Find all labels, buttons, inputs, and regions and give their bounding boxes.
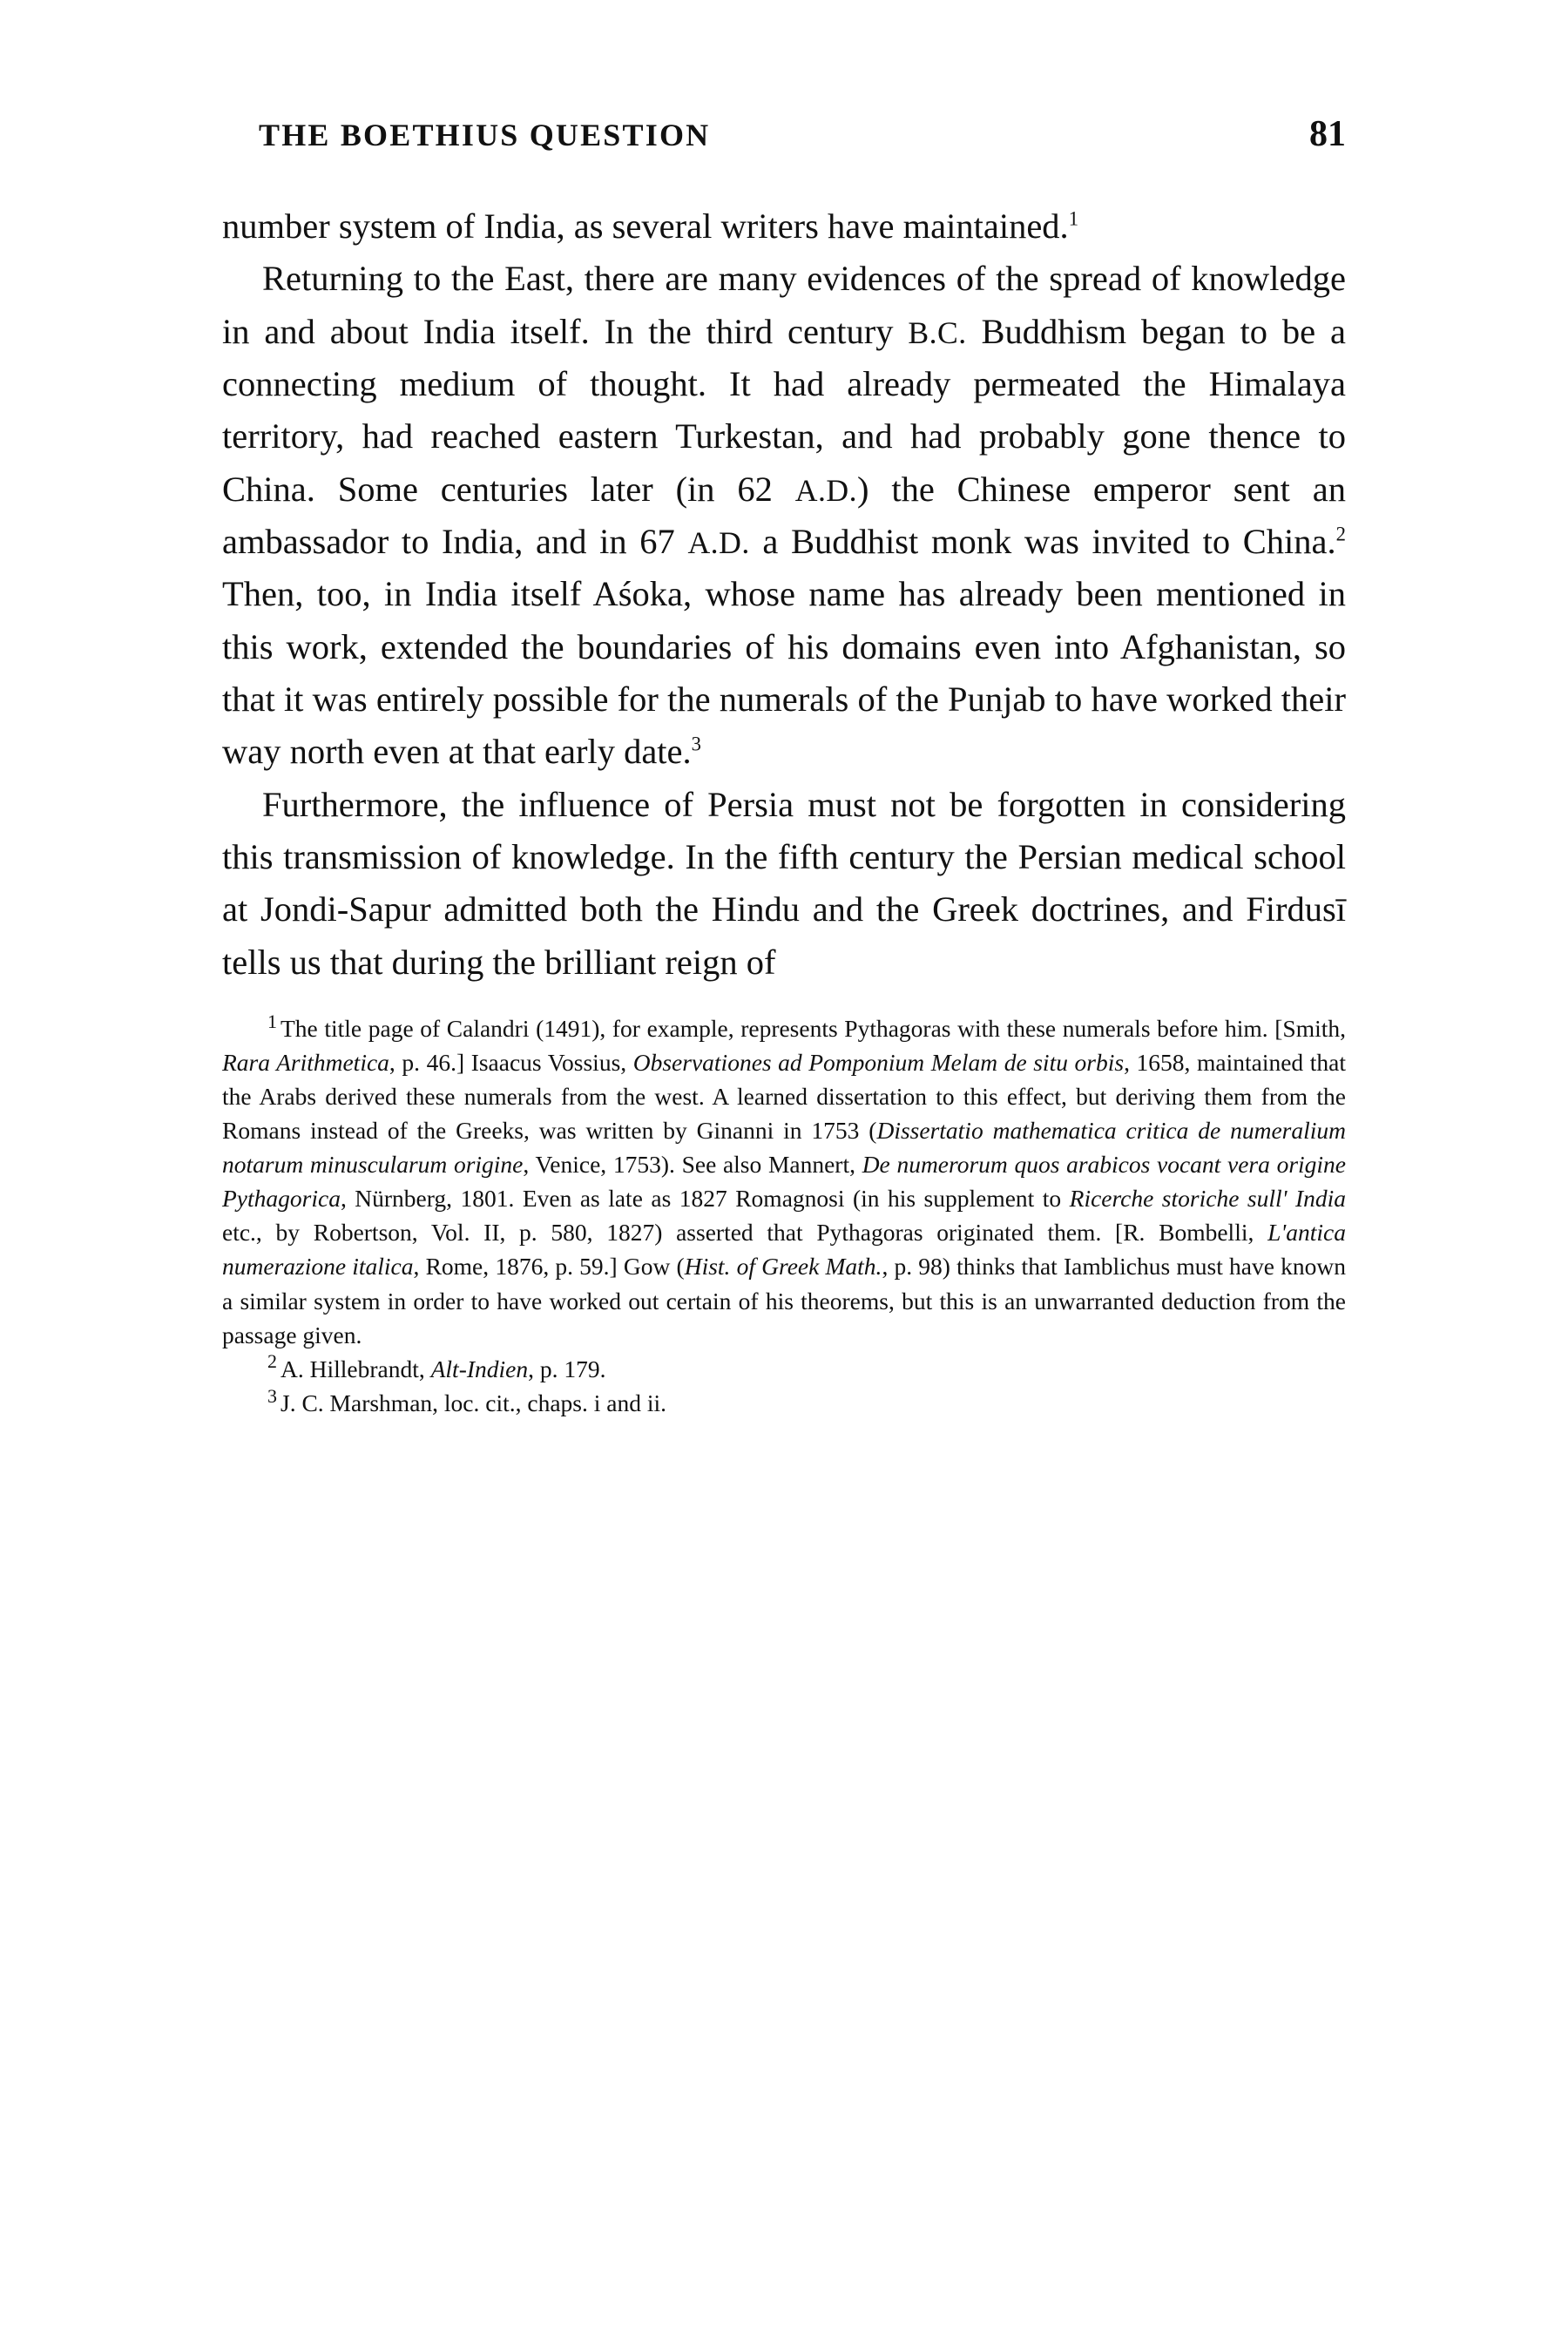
footnote-3-s0: J. C. Marshman, loc. cit., chaps. i and ii. — [280, 1389, 666, 1416]
footnote-1-s13: Hist. of Greek Math. — [684, 1253, 882, 1281]
era-ad-1: A.D. — [794, 472, 857, 508]
footnote-1-s14: , p. 98) thinks that Iamblichus must have known a similar system in order to have worked out certain of his theorems, but this is an unwarranted deduction from the passage given. — [222, 1253, 1346, 1348]
footnote-1-s12: , Rome, 1876, p. 59.] Gow ( — [413, 1253, 685, 1281]
footnote-1-s5: Dissertatio mathematica critica de numeralium notarum minuscularum origine — [222, 1117, 1346, 1179]
footnote-1-s7: De numerorum quos arabicos vocant vera origine Pythagorica — [222, 1151, 1347, 1213]
footnote-2-mark: 2 — [267, 1350, 277, 1373]
footnote-1 — [222, 1011, 1346, 1351]
era-ad-2: A.D. — [687, 525, 750, 561]
page-number: 81 — [1309, 114, 1346, 154]
note-ref-2: 2 — [1335, 523, 1347, 545]
footnote-2-s1: Alt-Indien — [430, 1355, 529, 1382]
era-bc: B.C. — [908, 314, 967, 350]
footnote-2-s0: A. Hillebrandt, — [280, 1355, 431, 1382]
footnote-2-s2: , p. 179. — [528, 1355, 606, 1382]
paragraph-2-part-b: Buddhism began to be a connecting medium of thought. It had already permeated the Himalaya territory, had reached eastern Turkestan, and had probably gone thence to China. Some centuries later (in 62 — [222, 311, 1346, 509]
footnote-1-s1: Rara Arithmetica — [222, 1049, 389, 1077]
footnote-3 — [222, 1386, 1346, 1420]
paragraph-2-part-e: Then, too, in India itself Aśoka, whose name has already been mentioned in this work, extended the boundaries of his domains even into Afghanistan, so that it was entirely possible for the numerals of the Punjab to have worked their way north even at that early date. — [222, 574, 1346, 772]
paragraph-2-part-d: a Buddhist monk was invited to China. — [749, 522, 1336, 562]
footnote-1-s8: , Nürnberg, 1801. Even as late as 1827 Romagnosi (in his supplement to — [340, 1185, 1070, 1213]
footnote-1-s3: Observationes ad Pomponium Melam de situ orbis — [632, 1049, 1125, 1077]
footnote-1-s9: Ricerche storiche sull' India — [1069, 1185, 1346, 1213]
footnote-1-s0: The title page of Calandri (1491), for example, represents Pythagoras with these numerals before him. [Smith, — [280, 1015, 1346, 1043]
footnote-1-s10: etc., by Robertson, Vol. II, p. 580, 1827) asserted that Pythagoras originated them. [R. Bombelli, — [222, 1219, 1268, 1247]
footnote-1-s11: L'antica numerazione italica — [222, 1219, 1346, 1281]
paragraph-3: Furthermore, the influence of Persia must not be forgotten in considering this transmission of knowledge. In the fifth century the Persian medical school at Jondi-Sapur admitted both the Hindu and the Greek doctrines, and Firdusī tells us that during the brilliant reign of — [222, 784, 1346, 982]
note-ref-3: 3 — [691, 733, 701, 755]
footnote-1-s4: , 1658, maintained that the Arabs derived these numerals from the west. A learned dissertation to this effect, but deriving them from the Romans instead of the Greeks, was written by Ginanni in 1753 ( — [222, 1049, 1346, 1145]
footnotes-block — [222, 1011, 1346, 1420]
note-ref-1: 1 — [1068, 207, 1079, 230]
paragraph-2 — [222, 253, 1346, 778]
page-content — [222, 113, 1346, 1420]
footnote-2 — [222, 1352, 1346, 1386]
footnote-1-s2: , p. 46.] Isaacus Vossius, — [389, 1049, 633, 1077]
paragraph-2-part-c: ) the Chinese emperor sent an ambassador to India, and in 67 — [222, 469, 1346, 562]
body-text — [222, 200, 1346, 989]
running-head-title: THE BOETHIUS QUESTION — [259, 118, 711, 152]
footnote-1-s6: , Venice, 1753). See also Mannert, — [523, 1151, 862, 1179]
paragraph-1 — [222, 200, 1346, 253]
running-head — [222, 113, 1346, 155]
footnote-3-mark: 3 — [267, 1384, 277, 1407]
paragraph-1-text: number system of India, as several writers have maintained. — [222, 206, 1069, 246]
paragraph-2-part-a: Returning to the East, there are many evidences of the spread of knowledge in and about India itself. In the third century — [222, 259, 1346, 351]
footnote-1-mark: 1 — [267, 1010, 277, 1032]
